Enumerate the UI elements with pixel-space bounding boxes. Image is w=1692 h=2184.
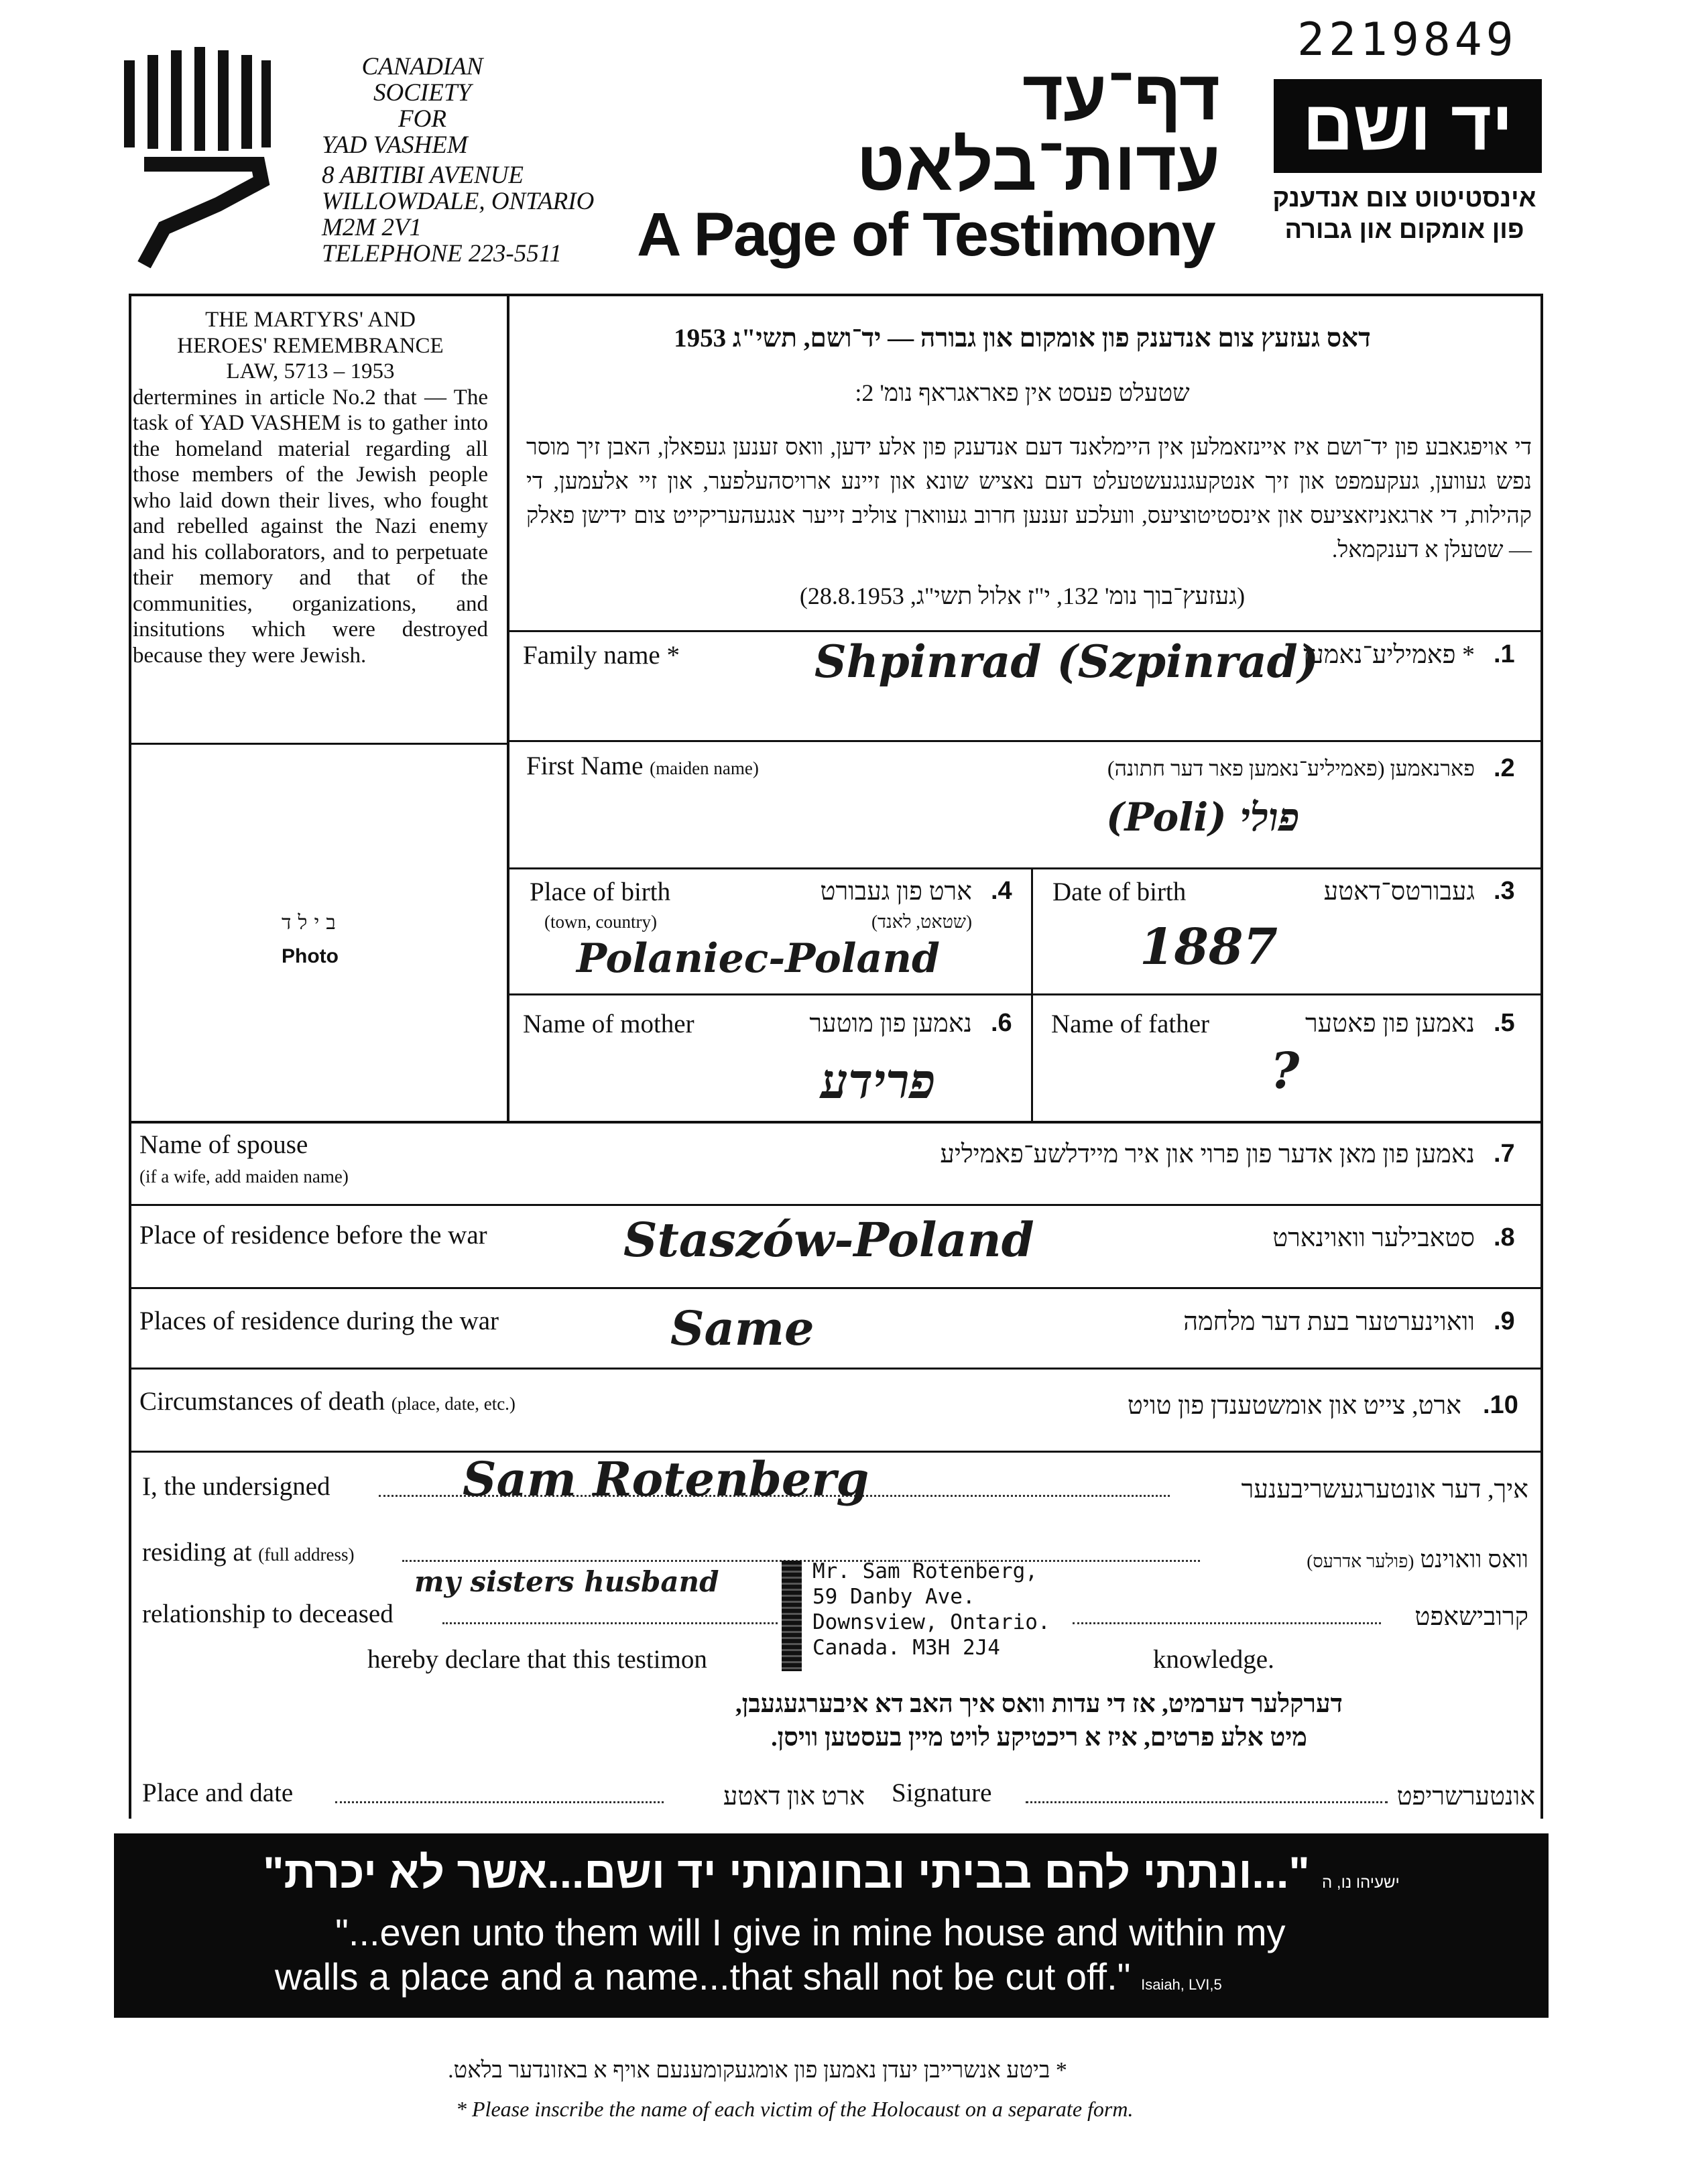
org-name-line: YAD VASHEM bbox=[322, 131, 468, 159]
field-number: .4 bbox=[991, 877, 1012, 905]
residing-label bbox=[142, 1537, 355, 1567]
signature-line bbox=[1026, 1800, 1388, 1803]
name-of-spouse-label-note: (if a wife, add maiden name) bbox=[139, 1166, 349, 1187]
residence-during-value[interactable]: Same bbox=[670, 1300, 814, 1356]
circumstances-label-note: (place, date, etc.) bbox=[391, 1394, 516, 1414]
date-of-birth-value[interactable]: 1887 bbox=[1140, 918, 1278, 976]
place-of-birth-label-hebrew: ארט פון געבורט bbox=[820, 877, 972, 906]
first-name-label-note: (maiden name) bbox=[650, 758, 759, 778]
intro-hebrew-line2: שטעלט פעסט אין פאראגראף נומ' 2: bbox=[855, 379, 1190, 406]
name-of-spouse-label-hebrew: נאמען פון מאן אדער פון פרוי און איר מיידלשע־פאמיליע bbox=[940, 1140, 1475, 1168]
declare-hebrew-2: מיט אלע פרטים, איז א ריכטיקע לויט מיין בעסטען וויסן. bbox=[771, 1723, 1307, 1752]
org-address-line: 8 ABITIBI AVENUE bbox=[322, 162, 524, 189]
name-of-father-label: Name of father bbox=[1051, 1010, 1210, 1038]
name-of-mother-value[interactable]: פרידע bbox=[821, 1052, 936, 1109]
name-of-spouse-label: Name of spouse bbox=[139, 1130, 308, 1159]
place-of-birth-value[interactable]: Polaniec-Poland bbox=[577, 935, 940, 982]
place-of-birth-label: Place of birth bbox=[530, 877, 671, 906]
declare-text: hereby declare that this testimon bbox=[367, 1645, 707, 1674]
stamp-line: 59 Danby Ave. bbox=[812, 1585, 975, 1609]
field-number: .6 bbox=[991, 1009, 1012, 1037]
title-hebrew-2: עדות־בלאט bbox=[856, 127, 1220, 205]
relationship-label: relationship to deceased bbox=[142, 1599, 394, 1628]
relationship-label-hebrew: קרובישאפט bbox=[1414, 1603, 1528, 1631]
undersigned-value[interactable]: Sam Rotenberg bbox=[463, 1451, 869, 1507]
page-title: A Page of Testimony bbox=[637, 200, 1215, 269]
signature-label: Signature bbox=[892, 1778, 992, 1807]
circumstances-label-text: Circumstances of death bbox=[139, 1387, 385, 1416]
intro-hebrew-line1: דאס געזעץ צום אנדענק פון אומקום און גבורה — יד־ושם, תשי"ג 1953 bbox=[674, 324, 1371, 353]
residing-label-hebrew bbox=[1207, 1545, 1528, 1573]
title-hebrew-1: דף־עד bbox=[1022, 56, 1220, 135]
declare-text-end: knowledge. bbox=[1153, 1645, 1274, 1674]
signature-label-hebrew: אונטערשריפט bbox=[1396, 1782, 1535, 1811]
institute-line-1: אינסטיטוט צום אנדענק bbox=[1272, 184, 1536, 213]
residing-label-hebrew-text: וואס וואוינט bbox=[1420, 1546, 1528, 1573]
first-name-label-text: First Name bbox=[526, 751, 644, 780]
circumstances-label bbox=[139, 1386, 516, 1416]
relationship-line bbox=[442, 1621, 778, 1624]
serial-number: 2219849 bbox=[1297, 13, 1518, 66]
residence-during-label-hebrew: וואוינערטער בעת דער מלחמה bbox=[1183, 1308, 1475, 1336]
name-of-mother-label: Name of mother bbox=[523, 1010, 694, 1038]
quote-english bbox=[275, 1910, 1542, 2007]
field-number: .1 bbox=[1494, 640, 1515, 668]
date-of-birth-label: Date of birth bbox=[1052, 877, 1187, 906]
quote-banner bbox=[114, 1833, 1549, 2018]
field-number: .7 bbox=[1494, 1140, 1515, 1168]
place-of-birth-label-note-hebrew: (שטאט, לאנד) bbox=[871, 912, 972, 932]
org-address-line: M2M 2V1 bbox=[322, 214, 422, 241]
law-heading-line: THE MARTYRS' AND bbox=[205, 308, 416, 332]
address-stamp-edge bbox=[782, 1561, 802, 1671]
org-block bbox=[322, 54, 617, 267]
institute-line-2: פון אומקום און גבורה bbox=[1284, 216, 1524, 244]
address-stamp bbox=[812, 1559, 1050, 1660]
org-name-line: CANADIAN bbox=[361, 53, 483, 80]
date-of-birth-label-hebrew: געבורטס־דאטע bbox=[1323, 877, 1475, 906]
place-date-label: Place and date bbox=[142, 1778, 294, 1807]
residence-during-label: Places of residence during the war bbox=[139, 1307, 499, 1335]
footnote-hebrew: * ביטע אנשרייבן יעדן נאמען פון אומגעקומענעם אויף א באזונדער בלאט. bbox=[448, 2058, 1067, 2083]
undersigned-label: I, the undersigned bbox=[142, 1472, 330, 1501]
stamp-line: Downsview, Ontario. bbox=[812, 1610, 1050, 1634]
undersigned-label-hebrew: איך, דער אונטערגעשריבענער bbox=[1241, 1475, 1528, 1504]
family-name-label-hebrew: * פאמיליע־נאמען bbox=[1303, 641, 1475, 669]
quote-english-line1: "...even unto them will I give in mine house and within my bbox=[335, 1911, 1286, 1953]
place-date-line bbox=[335, 1800, 664, 1803]
place-of-birth-label-note: (town, country) bbox=[544, 912, 657, 932]
law-heading-line: LAW, 5713 – 1953 bbox=[226, 359, 395, 383]
family-name-label: Family name * bbox=[523, 641, 680, 670]
photo-label-hebrew: בילד bbox=[282, 912, 343, 934]
field-number: .5 bbox=[1494, 1009, 1515, 1037]
residing-label-note: (full address) bbox=[258, 1544, 355, 1565]
org-name-line: FOR bbox=[398, 105, 446, 133]
field-number: .2 bbox=[1494, 754, 1515, 782]
first-name-label bbox=[526, 751, 759, 781]
quote-hebrew-source: ישעיהו נו, ה bbox=[1322, 1874, 1400, 1892]
declare-hebrew-1: דערקלער דערמיט, אז די עדות וואס איך האב דא איבערגעגעבן, bbox=[735, 1690, 1343, 1718]
yad-vashem-logo: יד ושם bbox=[1274, 79, 1542, 173]
residing-label-text: residing at bbox=[142, 1538, 252, 1567]
org-name-line: SOCIETY bbox=[373, 79, 471, 107]
field-number: .8 bbox=[1494, 1223, 1515, 1252]
intro-hebrew-citation: (געזעץ־בוך נומ' 132, י"ז אלול תשי"ג, 28.8.1953) bbox=[799, 583, 1246, 609]
field-number: .3 bbox=[1494, 877, 1515, 905]
law-text bbox=[133, 307, 488, 668]
place-date-label-hebrew: ארט און דאטע bbox=[723, 1782, 865, 1811]
quote-hebrew-text: "...ונתתי להם בביתי ובחומותי יד ושם...אשר לא יכרת" bbox=[263, 1847, 1310, 1897]
residence-before-label-hebrew: סטאבילער וואוינארט bbox=[1272, 1224, 1475, 1252]
menorah-logo-icon bbox=[117, 47, 271, 268]
name-of-mother-label-hebrew: נאמען פון מוטער bbox=[809, 1010, 972, 1038]
residence-before-value[interactable]: Staszów-Poland bbox=[623, 1212, 1034, 1268]
org-address-line: WILLOWDALE, ONTARIO bbox=[322, 188, 595, 215]
name-of-father-label-hebrew: נאמען פון פאטער bbox=[1305, 1010, 1475, 1038]
circumstances-label-hebrew: ארט, צייט און אומשטענדן פון טויט bbox=[1127, 1392, 1461, 1420]
stamp-line: Mr. Sam Rotenberg, bbox=[812, 1559, 1038, 1583]
quote-english-line2-wrap bbox=[275, 1955, 1542, 2007]
name-of-father-value[interactable]: ? bbox=[1270, 1042, 1300, 1100]
field-number: .10 bbox=[1483, 1391, 1518, 1419]
quote-english-source: Isaiah, LVI,5 bbox=[1141, 1976, 1222, 1993]
footnote-english: * Please inscribe the name of each victim of the Holocaust on a separate form. bbox=[456, 2097, 1134, 2121]
residence-before-label: Place of residence before the war bbox=[139, 1221, 487, 1250]
first-name-label-hebrew: פארנאמען (פאמיליע־נאמען פאר דער חתונה) bbox=[1107, 756, 1475, 780]
quote-english-line2: walls a place and a name...that shall not be cut off." bbox=[275, 1955, 1131, 1998]
first-name-value[interactable]: (Poli) פולי bbox=[1106, 794, 1300, 840]
family-name-value[interactable]: Shpinrad (Szpinrad) bbox=[814, 635, 1319, 688]
law-body: dertermines in article No.2 that — The task of YAD VASHEM is to gather into the homeland material regarding all those members of the Jewish people who laid down their lives, who fought and rebelled against the Nazi enemy and his collaborators, and to perpetuate their memory and that of the communities, organizations, and insitutions which were destroyed because they were Jewish. bbox=[133, 385, 488, 668]
stamp-line: Canada. M3H 2J4 bbox=[812, 1636, 1000, 1660]
intro-hebrew-paragraph: די אויפגאבע פון יד־ושם איז איינזאמלען אין היימלאנד דעם אנדענק פון אלע ידען, וואס זענען געפאלן, האבן זיך מוסר נפש געווען, געקעמפט און זיך אנטקעגנגעשטעלט דעם נאציש שונא און זיינע ארויסהעלפער, און זיי אלעמען, די קהילות, די ארגאניזאציעס און אינסטיטוציעס, וועלכע זענען חרוב געווארן צוליב זייער אנגעהעריקייט צום ידישן פאלק — שטעלן א דענקמאל. bbox=[526, 435, 1532, 562]
law-heading-line: HEROES' REMEMBRANCE bbox=[177, 333, 444, 358]
quote-hebrew bbox=[114, 1847, 1549, 1898]
relationship-value[interactable]: my sisters husband bbox=[414, 1565, 719, 1598]
residing-label-note-hebrew: (פולער אדרעס) bbox=[1307, 1551, 1414, 1571]
relationship-line-right bbox=[1073, 1621, 1381, 1624]
field-number: .9 bbox=[1494, 1307, 1515, 1335]
org-address-line: TELEPHONE 223-5511 bbox=[322, 240, 562, 267]
photo-label: Photo bbox=[282, 945, 339, 967]
